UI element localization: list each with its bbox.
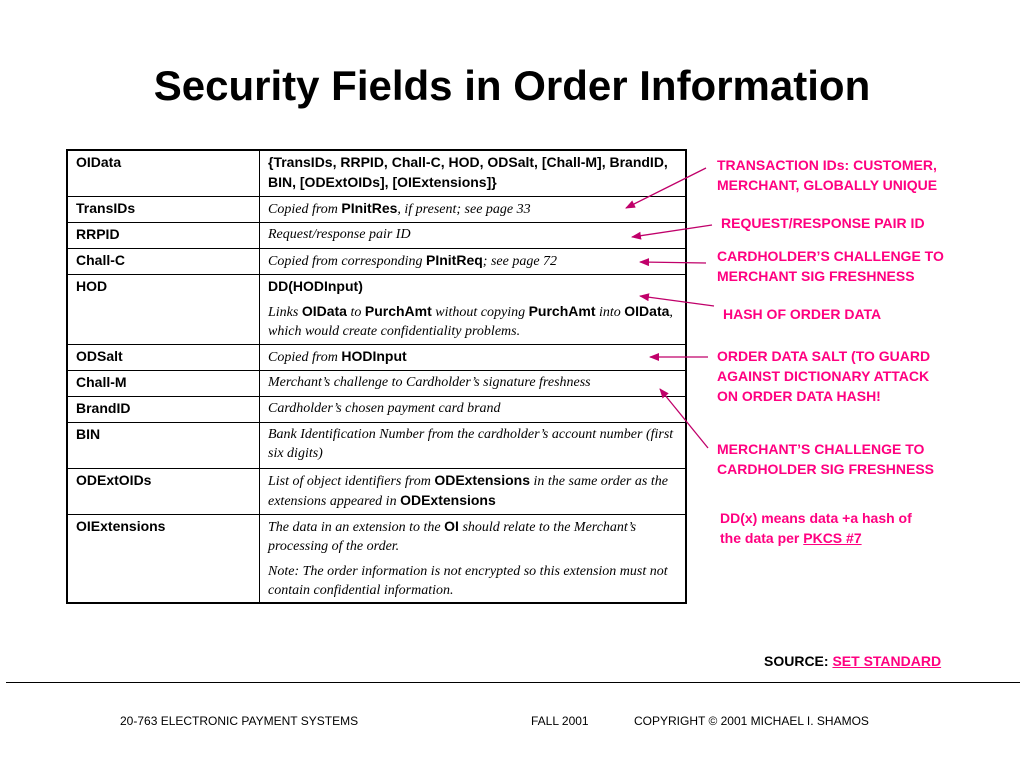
annotation-challm: MERCHANT’S CHALLENGE TO CARDHOLDER SIG FRESHNESS (717, 441, 935, 477)
field-name: TransIDs (67, 196, 260, 222)
field-name: OIData (67, 150, 260, 196)
field-desc: Copied from PInitRes, if present; see page 33 (260, 196, 687, 222)
set-standard-link[interactable]: SET STANDARD (832, 653, 942, 669)
arrow-hod (640, 296, 714, 306)
footer-divider (6, 682, 1020, 683)
annotation-transids: TRANSACTION IDs: CUSTOMER, MERCHANT, GLOBALLY UNIQUE (717, 157, 938, 193)
field-desc: Copied from corresponding PInitReq; see page 72 (260, 248, 687, 274)
field-desc: List of object identifiers from ODExtensions in the same order as the extensions appeared in ODExtensions (260, 468, 687, 514)
field-name: ODExtOIDs (67, 468, 260, 514)
annotation-rrpid: REQUEST/RESPONSE PAIR ID (721, 215, 925, 231)
field-name: RRPID (67, 222, 260, 248)
arrow-transids (626, 168, 706, 208)
arrow-challc (640, 262, 706, 263)
field-desc: Merchant’s challenge to Cardholder’s signature freshness (260, 370, 687, 396)
footer-course: 20-763 ELECTRONIC PAYMENT SYSTEMS (120, 714, 359, 728)
annotation-hod: HASH OF ORDER DATA (723, 306, 882, 322)
field-name: ODSalt (67, 344, 260, 370)
field-desc: Request/response pair ID (260, 222, 687, 248)
footer-term: FALL 2001 (531, 714, 589, 728)
annotation-challc: CARDHOLDER’S CHALLENGE TO MERCHANT SIG FRESHNESS (717, 248, 944, 284)
field-name: BIN (67, 422, 260, 468)
field-name: HOD (67, 274, 260, 344)
footer-copyright: COPYRIGHT © 2001 MICHAEL I. SHAMOS (634, 714, 869, 728)
field-desc: DD(HODInput) Links OIData to PurchAmt without copying PurchAmt into OIData, which would create confidentiality problems. (260, 274, 687, 344)
field-desc: Bank Identification Number from the cardholder’s account number (first six digits) (260, 422, 687, 468)
annotation-dd-definition: DD(x) means data +a hash of the data per PKCS #7 (720, 510, 912, 546)
field-desc: Cardholder’s chosen payment card brand (260, 396, 687, 422)
annotation-odsalt: ORDER DATA SALT (TO GUARD AGAINST DICTIONARY ATTACK ON ORDER DATA HASH! (717, 348, 931, 404)
field-desc: The data in an extension to the OI should relate to the Merchant’s processing of the order. Note: The order information is not encrypted so this extension must not contain confidential information. (260, 514, 687, 603)
arrow-rrpid (632, 225, 712, 237)
field-name: OIExtensions (67, 514, 260, 603)
arrow-challm (660, 389, 708, 448)
field-desc: Copied from HODInput (260, 344, 687, 370)
field-name: BrandID (67, 396, 260, 422)
field-name: Chall-C (67, 248, 260, 274)
field-desc: {TransIDs, RRPID, Chall-C, HOD, ODSalt, [Chall-M], BrandID, BIN, [ODExtOIDs], [OIExtensions]} (268, 154, 668, 190)
pkcs7-link[interactable]: PKCS #7 (803, 530, 862, 546)
slide-title: Security Fields in Order Information (153, 62, 871, 109)
field-name: Chall-M (67, 370, 260, 396)
source-line: SOURCE: SET STANDARD (764, 653, 942, 669)
